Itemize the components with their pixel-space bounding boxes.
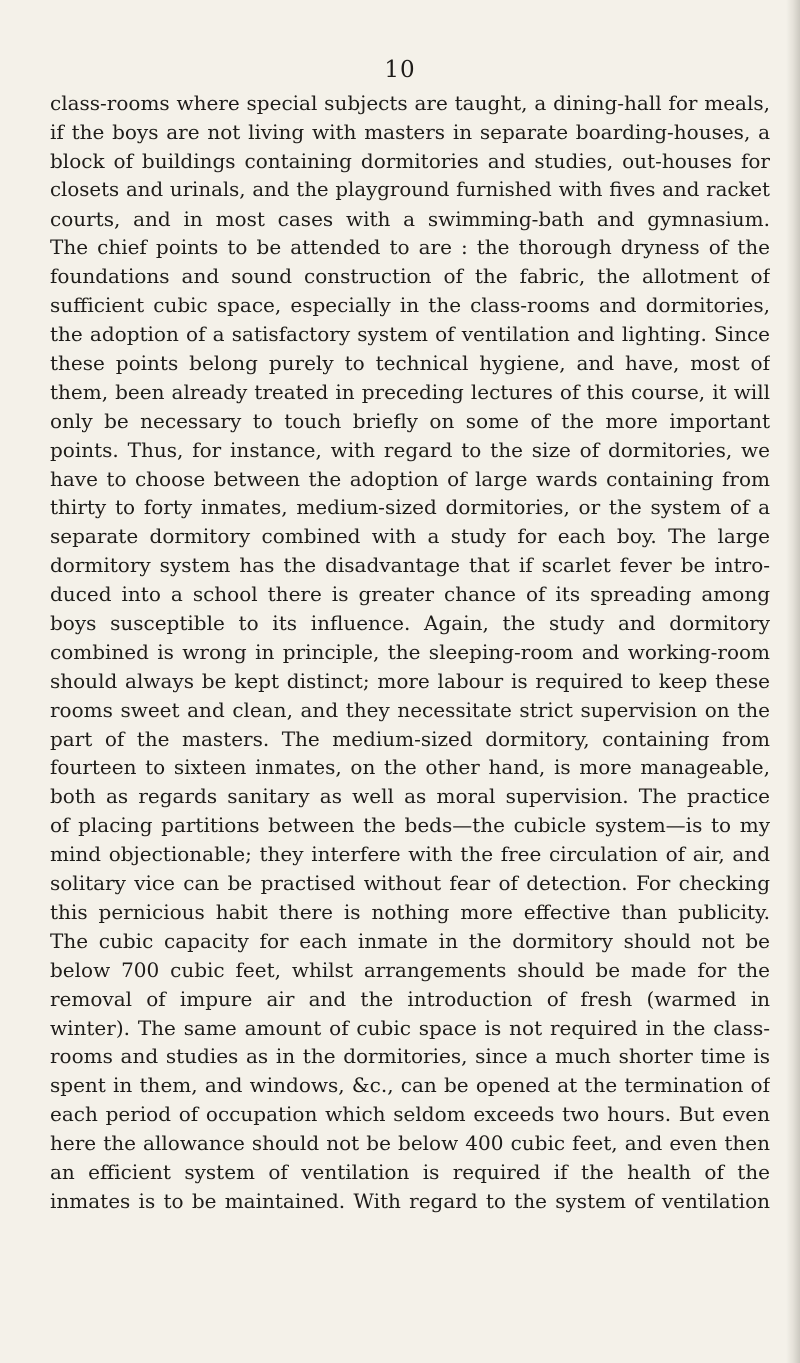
text-line: foundations and sound construction of the fabric, the allotment of xyxy=(50,264,770,289)
text-line: this pernicious habit there is nothing more effective than publicity. xyxy=(50,899,770,924)
text-line: courts, and in most cases with a swimming-bath and gymnasium. xyxy=(50,206,770,231)
text-line: the adoption of a satisfactory system of ventilation and lighting. Since xyxy=(50,322,770,347)
text-line: dormitory system has the disadvantage that if scarlet fever be intro- xyxy=(50,553,770,578)
text-line: boys susceptible to its influence. Again, the study and dormitory xyxy=(50,611,770,636)
text-line: rooms sweet and clean, and they necessitate strict supervision on the xyxy=(50,697,770,722)
text-line: spent in them, and windows, &c., can be opened at the termination of xyxy=(50,1073,770,1098)
text-line: fourteen to sixteen inmates, on the other hand, is more manageable, xyxy=(50,755,770,780)
text-line: both as regards sanitary as well as moral supervision. The practice xyxy=(50,784,770,809)
text-line: an efficient system of ventilation is required if the health of the xyxy=(50,1159,770,1184)
page-number: 10 xyxy=(384,57,416,83)
text-line: block of buildings containing dormitories and studies, out-houses for xyxy=(50,148,770,173)
text-line: combined is wrong in principle, the sleeping-room and working-room xyxy=(50,639,770,664)
text-line: solitary vice can be practised without fear of detection. For checking xyxy=(50,871,770,896)
text-line: each period of occupation which seldom exceeds two hours. But even xyxy=(50,1102,770,1127)
text-line: have to choose between the adoption of large wards containing from xyxy=(50,466,770,491)
text-line: only be necessary to touch briefly on some of the more important xyxy=(50,408,770,433)
text-line: The cubic capacity for each inmate in the dormitory should not be xyxy=(50,928,770,953)
text-line: The chief points to be attended to are : the thorough dryness of the xyxy=(50,235,770,260)
text-line: mind objectionable; they interfere with the free circulation of air, and xyxy=(50,842,770,867)
text-line: these points belong purely to technical hygiene, and have, most of xyxy=(50,351,770,376)
text-line: below 700 cubic feet, whilst arrangements should be made for the xyxy=(50,957,770,982)
text-line: inmates is to be maintained. With regard to the system of ventilation xyxy=(50,1188,770,1213)
text-line: thirty to forty inmates, medium-sized dormitories, or the system of a xyxy=(50,495,770,520)
body-text xyxy=(50,89,770,1216)
text-line: them, been already treated in preceding lectures of this course, it will xyxy=(50,379,770,404)
text-line: if the boys are not living with masters in separate boarding-houses, a xyxy=(50,119,770,144)
text-line: of placing partitions between the beds—the cubicle system—is to my xyxy=(50,813,770,838)
text-line: separate dormitory combined with a study for each boy. The large xyxy=(50,524,770,549)
text-line: here the allowance should not be below 400 cubic feet, and even then xyxy=(50,1131,770,1156)
text-line: points. Thus, for instance, with regard to the size of dormitories, we xyxy=(50,437,770,462)
text-line: class-rooms where special subjects are taught, a dining-hall for meals, xyxy=(50,91,770,115)
text-line: should always be kept distinct; more labour is required to keep these xyxy=(50,668,770,693)
text-line: part of the masters. The medium-sized dormitory, containing from xyxy=(50,726,770,751)
text-line: closets and urinals, and the playground furnished with fives and racket xyxy=(50,177,770,201)
text-line: duced into a school there is greater chance of its spreading among xyxy=(50,582,770,607)
text-line: sufficient cubic space, especially in the class-rooms and dormitories, xyxy=(50,293,770,318)
text-line: winter). The same amount of cubic space is not required in the class- xyxy=(50,1015,770,1040)
text-line: rooms and studies as in the dormitories, since a much shorter time is xyxy=(50,1044,770,1069)
page-edge-shadow xyxy=(786,0,800,1363)
text-line: removal of impure air and the introduction of fresh (warmed in xyxy=(50,986,770,1011)
